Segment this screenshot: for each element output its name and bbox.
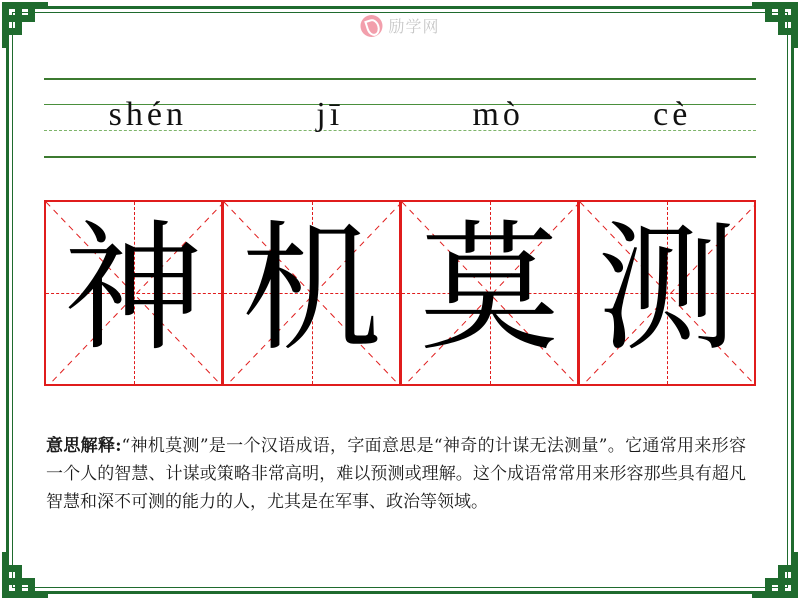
grid-cell-4 — [578, 200, 756, 386]
pinyin-syllable-1: shén — [108, 96, 187, 133]
hanzi-character-3: 莫 — [419, 208, 560, 371]
corner-ornament-top-right — [752, 2, 798, 48]
hanzi-character-1: 神 — [63, 208, 204, 371]
site-logo-text: 励学网 — [388, 19, 440, 36]
explanation-block — [46, 432, 746, 516]
pinyin-staff — [44, 78, 756, 158]
pinyin-syllable-4: cè — [653, 96, 692, 133]
corner-ornament-bottom-right — [752, 552, 798, 598]
explanation-body: “神机莫测”是一个汉语成语，字面意思是“神奇的计谋无法测量”。它通常用来形容一个人的智慧、计谋或策略非常高明，难以预测或理解。这个成语常常用来形容那些具有超凡智慧和深不可测的能力的人，尤其是在军事、政治等领域。 — [46, 436, 746, 513]
grid-cell-1 — [44, 200, 222, 386]
pinyin-row — [44, 78, 756, 158]
explanation-label: 意思解释: — [46, 436, 122, 456]
hanzi-character-4: 测 — [596, 208, 737, 371]
hanzi-character-2: 机 — [241, 208, 382, 371]
character-grid — [44, 200, 756, 386]
pinyin-syllable-2: jī — [316, 96, 344, 133]
flame-logo-icon — [360, 15, 382, 37]
grid-cell-2 — [222, 200, 400, 386]
corner-ornament-bottom-left — [2, 552, 48, 598]
corner-ornament-top-left — [2, 2, 48, 48]
site-logo — [360, 14, 439, 37]
grid-cell-3 — [400, 200, 578, 386]
pinyin-syllable-3: mò — [472, 96, 524, 133]
